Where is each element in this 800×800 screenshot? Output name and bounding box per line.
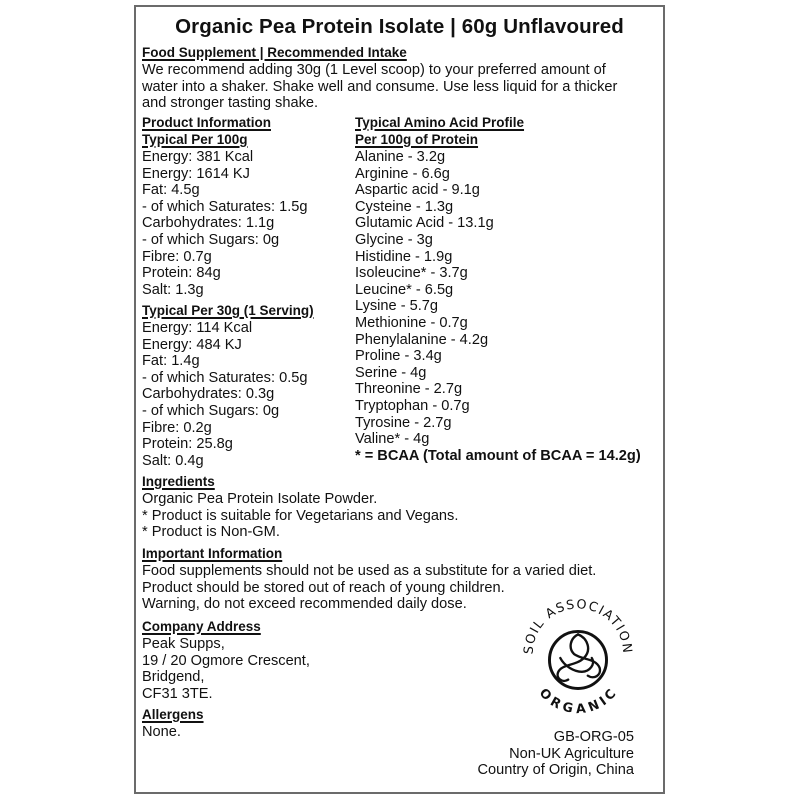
amino-acid-row: Arginine - 6.6g bbox=[355, 165, 450, 182]
nutrition-row: Fat: 1.4g bbox=[142, 353, 200, 370]
amino-acid-row: Valine* - 4g bbox=[355, 431, 430, 448]
nutrition-row: Fibre: 0.2g bbox=[142, 419, 212, 436]
nutrition-row: Protein: 25.8g bbox=[142, 436, 233, 453]
amino-acid-row: Glycine - 3g bbox=[355, 231, 433, 248]
important-information-line: Warning, do not exceed recommended daily dose. bbox=[142, 596, 467, 613]
amino-acid-row: Serine - 4g bbox=[355, 364, 427, 381]
ingredients-text bbox=[142, 491, 458, 541]
amino-acid-row: Leucine* - 6.5g bbox=[355, 281, 454, 298]
nutrition-row: Salt: 0.4g bbox=[142, 452, 204, 469]
logo-top-text: SOIL ASSOCIATION bbox=[521, 599, 635, 655]
amino-acid-row: Glutamic Acid - 13.1g bbox=[355, 215, 494, 232]
nutrition-row: - of which Saturates: 1.5g bbox=[142, 198, 308, 215]
recommended-intake-text bbox=[142, 62, 617, 112]
ingredients-heading: Ingredients bbox=[142, 474, 215, 489]
amino-acid-subheading: Per 100g of Protein bbox=[355, 132, 479, 147]
product-label bbox=[134, 5, 665, 794]
address-line: Bridgend, bbox=[142, 669, 205, 686]
amino-acid-row: Proline - 3.4g bbox=[355, 348, 442, 365]
nutrition-row: Fibre: 0.7g bbox=[142, 248, 212, 265]
amino-acid-heading: Typical Amino Acid Profile bbox=[355, 115, 525, 130]
nutrition-row: Carbohydrates: 1.1g bbox=[142, 215, 275, 232]
company-address-heading: Company Address bbox=[142, 619, 261, 634]
country-of-origin: Country of Origin, China bbox=[477, 762, 634, 779]
per-serving-heading: Typical Per 30g (1 Serving) bbox=[142, 303, 314, 318]
nutrition-row: Energy: 484 KJ bbox=[142, 336, 242, 353]
amino-acid-row: Histidine - 1.9g bbox=[355, 248, 453, 265]
important-information-heading: Important Information bbox=[142, 546, 283, 561]
nutrition-row: - of which Sugars: 0g bbox=[142, 402, 280, 419]
nutrition-row: Energy: 114 Kcal bbox=[142, 320, 253, 336]
amino-acid-row: Aspartic acid - 9.1g bbox=[355, 182, 480, 199]
bcaa-footnote: * = BCAA (Total amount of BCAA = 14.2g) bbox=[355, 447, 641, 464]
nutrition-row: Carbohydrates: 0.3g bbox=[142, 386, 275, 403]
product-information-heading: Product Information bbox=[142, 115, 271, 130]
ingredients-line: * Product is Non-GM. bbox=[142, 524, 280, 541]
recommended-intake-line: water into a shaker. Shake well and consume. Use less liquid for a thicker bbox=[142, 78, 618, 95]
amino-acid-row: Alanine - 3.2g bbox=[355, 149, 446, 165]
amino-acid-row: Isoleucine* - 3.7g bbox=[355, 265, 468, 282]
nutrition-row: Salt: 1.3g bbox=[142, 281, 204, 298]
per-100g-table bbox=[142, 149, 307, 298]
amino-acid-row: Lysine - 5.7g bbox=[355, 298, 439, 315]
amino-acid-row: Phenylalanine - 4.2g bbox=[355, 331, 489, 348]
trefoil-icon bbox=[558, 634, 600, 681]
company-address-text bbox=[142, 636, 310, 702]
nutrition-row: Energy: 381 Kcal bbox=[142, 149, 254, 165]
product-title: Organic Pea Protein Isolate | 60g Unflavoured bbox=[175, 15, 624, 38]
allergens-heading: Allergens bbox=[142, 707, 204, 722]
ingredients-line: * Product is suitable for Vegetarians and Vegans. bbox=[142, 507, 459, 524]
address-line: CF31 3TE. bbox=[142, 685, 213, 702]
allergens-value: None. bbox=[142, 724, 181, 740]
certification-info bbox=[477, 729, 634, 779]
per-serving-table bbox=[142, 320, 307, 469]
soil-association-organic-logo bbox=[519, 599, 637, 717]
amino-acid-row: Tyrosine - 2.7g bbox=[355, 414, 452, 431]
recommended-intake-line: We recommend adding 30g (1 Level scoop) to your preferred amount of bbox=[142, 62, 606, 78]
important-information-line: Product should be stored out of reach of young children. bbox=[142, 579, 505, 596]
address-line: Peak Supps, bbox=[142, 636, 225, 652]
nutrition-row: Energy: 1614 KJ bbox=[142, 165, 250, 182]
per-100g-heading: Typical Per 100g bbox=[142, 132, 248, 147]
amino-acid-list bbox=[355, 149, 641, 464]
certification-code: GB-ORG-05 bbox=[553, 729, 634, 745]
allergens-text bbox=[142, 724, 181, 741]
amino-acid-row: Threonine - 2.7g bbox=[355, 381, 463, 398]
address-line: 19 / 20 Ogmore Crescent, bbox=[142, 652, 310, 669]
recommended-intake-heading: Food Supplement | Recommended Intake bbox=[142, 45, 407, 60]
nutrition-row: - of which Sugars: 0g bbox=[142, 231, 280, 248]
ingredients-line: Organic Pea Protein Isolate Powder. bbox=[142, 491, 378, 507]
important-information-line: Food supplements should not be used as a substitute for a varied diet. bbox=[142, 563, 597, 579]
nutrition-row: - of which Saturates: 0.5g bbox=[142, 369, 308, 386]
amino-acid-row: Methionine - 0.7g bbox=[355, 314, 468, 331]
agriculture-origin: Non-UK Agriculture bbox=[509, 745, 634, 762]
recommended-intake-line: and stronger tasting shake. bbox=[142, 95, 319, 112]
nutrition-row: Protein: 84g bbox=[142, 265, 221, 282]
amino-acid-row: Cysteine - 1.3g bbox=[355, 198, 454, 215]
nutrition-row: Fat: 4.5g bbox=[142, 182, 200, 199]
logo-bottom-text: ORGANIC bbox=[535, 685, 621, 717]
amino-acid-row: Tryptophan - 0.7g bbox=[355, 397, 470, 414]
